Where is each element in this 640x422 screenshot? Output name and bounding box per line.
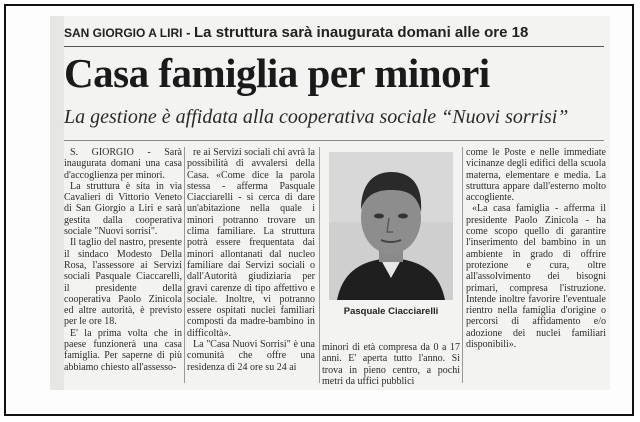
paragraph: «La casa famiglia - afferma il presidente Paolo Zinicola - ha come scopo quello di garantire l'inserimento del bambino in un ambiente in grado di offrire protezione e cura, oltre all'assolvimento dei bisogni primari, compresa l'istruzione. Intende inoltre favorire l'eventuale rientro nella famiglia d'origine o percorsi di affidamento e/o adozione dei nuclei familiari disponibili».	[466, 203, 606, 351]
subheadline: La gestione è affidata alla cooperativa sociale “Nuovi sorrisi”	[64, 106, 569, 128]
newspaper-clipping	[50, 16, 610, 390]
kicker	[64, 24, 528, 42]
paragraph: re ai Servizi sociali chi avrà la possibilità di avvalersi della Casa. «Come dice la parola stessa - afferma Pasquale Ciacciarelli - si cerca di dare un'abitazione nella quale i minori potranno trovare un clima familiare. La struttura potrà essere frequentata dai minori allontanati dal nucleo familiare dai Servizi sociali o dall'Autorità giudiziaria per gravi carenze di tipo affettivo e sociale. Inoltre, vi potranno essere ospitati nuclei familiari composti da madre-bambino in difficoltà».	[187, 147, 315, 339]
article-column-1	[64, 147, 182, 373]
article-column-4	[466, 147, 606, 350]
column-divider	[184, 147, 185, 383]
kicker-text: La struttura sarà inaugurata domani alle ore 18	[194, 24, 529, 41]
paragraph: S. GIORGIO - Sarà inaugurata domani una casa d'accoglienza per minori.	[64, 147, 182, 181]
paragraph: La struttura è sita in via Cavalieri di Vittorio Veneto di San Giorgio a Liri e sarà gestita dalla cooperativa sociale "Nuovi sorrisi".	[64, 180, 182, 238]
scan-frame	[4, 4, 634, 416]
portrait-photo	[329, 152, 453, 300]
kicker-rule	[64, 46, 604, 47]
column-divider	[319, 147, 320, 383]
paragraph: La "Casa Nuovi Sorrisi" è una comunità che offre una residenza di 24 ore su 24 ai	[187, 339, 315, 373]
paragraph: Il taglio del nastro, presente il sindaco Modesto Della Rosa, l'assessore ai Servizi sociali Pasquale Ciaccarelli, il presidente della cooperativa Paolo Zinicola ed altre autorità, è previsto per le ore 18.	[64, 237, 182, 328]
column-divider	[462, 147, 463, 383]
subhead-rule	[64, 140, 604, 141]
photo-caption: Pasquale Ciacciarelli	[343, 306, 439, 317]
page-edge	[50, 16, 64, 390]
article-column-3-bottom	[322, 342, 460, 387]
paragraph: E' la prima volta che in paese funzionerà una casa famiglia. Per saperne di più abbiamo chiesto all'assesso-	[64, 327, 182, 373]
kicker-place: SAN GIORGIO A LIRI	[64, 26, 183, 40]
kicker-separator: -	[182, 25, 195, 40]
paragraph: come le Poste e nelle immediate vicinanze degli edifici della scuola materna, elementare e media. La struttura appare dall'esterno molto accogliente.	[466, 147, 606, 204]
paragraph: minori di età compresa da 0 a 17 anni. E' aperta tutto l'anno. Si trova in pieno centro, a pochi metri da uffici pubblici	[322, 342, 460, 387]
article-column-2	[187, 147, 315, 373]
headline: Casa famiglia per minori	[64, 50, 490, 96]
portrait-image	[329, 152, 453, 300]
